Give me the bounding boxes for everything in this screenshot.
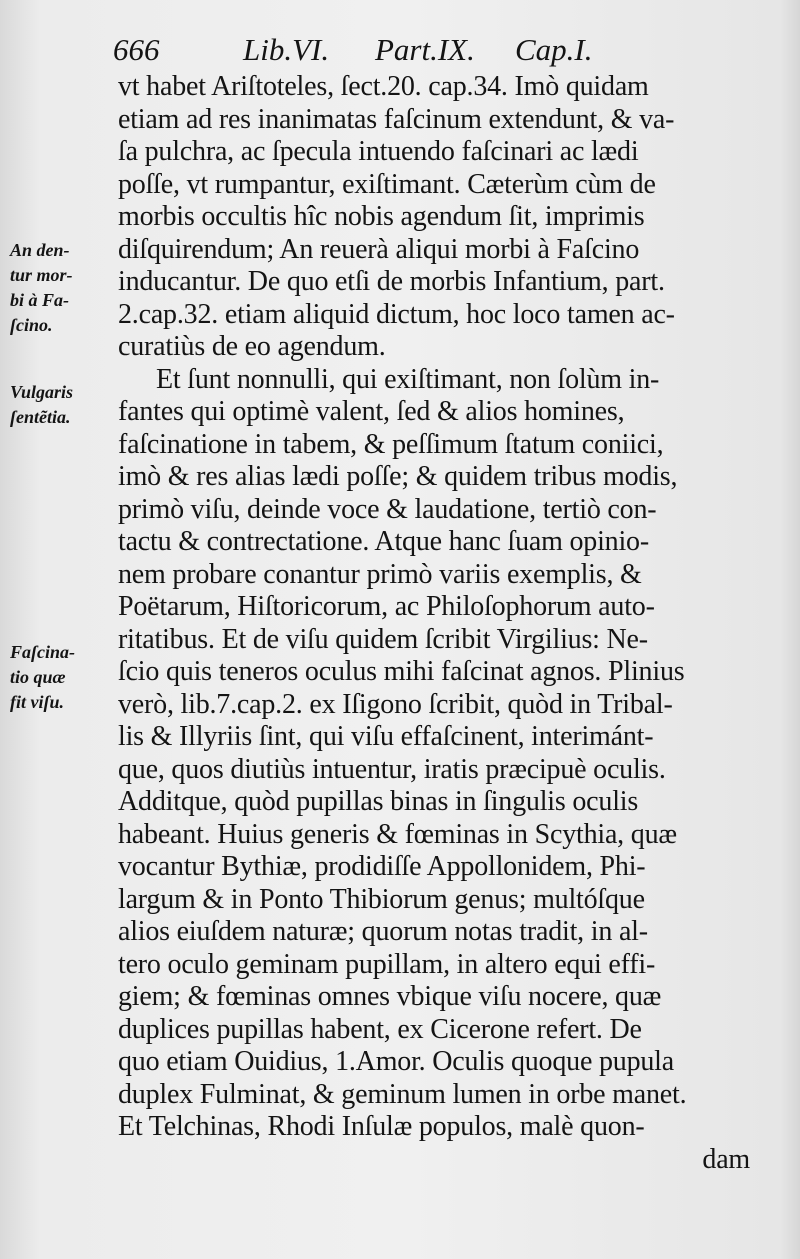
text-line: Additque, quòd pupillas binas in ſingulis oculis (118, 786, 639, 817)
text-line: verò, lib.7.cap.2. ex Iſigono ſcribit, quòd in Tribal- (118, 688, 673, 720)
page-number: 666 (113, 32, 160, 67)
text-line: ritatibus. Et de viſu quidem ſcribit Virgilius: Ne- (118, 623, 648, 655)
text-line: alios eiuſdem naturæ; quorum notas tradit, in al- (118, 916, 648, 947)
text-line: tero oculo geminam pupillam, in altero equi effi- (118, 948, 656, 980)
margin-note-line: tio quæ (10, 667, 66, 687)
margin-note-an-dentur (10, 238, 110, 338)
text-line: tactu & contrectatione. Atque hanc ſuam opinio- (118, 526, 649, 557)
text-line: vocantur Bythiæ, prodidiſſe Appollonidem, Phi- (118, 851, 646, 882)
margin-note-line: Vulgaris (10, 382, 74, 402)
header-pars: Part.IX. (375, 32, 475, 67)
margin-note-line: ſentẽtia. (10, 407, 71, 427)
header-caput: Cap.I. (515, 32, 593, 67)
margin-note-fascinatio (10, 640, 110, 715)
text-line: giem; & fœminas omnes vbique viſu nocere, quæ (118, 981, 662, 1012)
text-line: Et Telchinas, Rhodi Inſulæ populos, malè quon- (118, 1111, 645, 1142)
margin-note-line: tur mor- (10, 265, 73, 285)
margin-note-line: Faſcina- (10, 642, 75, 662)
text-line: duplices pupillas habent, ex Cicerone refert. De (118, 1013, 642, 1045)
margin-note-vulgaris (10, 380, 110, 430)
text-line: 2.cap.32. etiam aliquid dictum, hoc loco tamen ac- (118, 298, 675, 330)
text-line: diſquirendum; An reuerà aliqui morbi à Faſcino (118, 233, 640, 265)
text-line: faſcinatione in tabem, & peſſimum ſtatum coniici, (118, 428, 664, 460)
text-line: curatiùs de eo agendum. (118, 331, 386, 362)
running-header (113, 30, 673, 70)
text-line: morbis occultis hîc nobis agendum ſit, imprimis (118, 201, 645, 232)
body-text (118, 71, 758, 1176)
text-line: ſa pulchra, ac ſpecula intuendo faſcinari ac lædi (118, 136, 639, 167)
text-line: Poëtarum, Hiſtoricorum, ac Philoſophorum auto- (118, 591, 655, 622)
text-line: imò & res alias lædi poſſe; & quidem tribus modis, (118, 461, 678, 492)
margin-note-line: ſcino. (10, 315, 53, 335)
text-line: largum & in Ponto Thibiorum genus; multóſque (118, 883, 645, 915)
text-line: lis & Illyriis ſint, qui viſu effaſcinent, interimánt- (118, 721, 654, 752)
text-line: quo etiam Ouidius, 1.Amor. Oculis quoque pupula (118, 1046, 674, 1077)
text-line: Et ſunt nonnulli, qui exiſtimant, non ſolùm in- (156, 363, 660, 395)
text-line: ſcio quis teneros oculus mihi faſcinat agnos. Plinius (118, 656, 685, 687)
catchword: dam (702, 1143, 750, 1175)
text-line: que, quos diutiùs intuentur, iratis præcipuè oculis. (118, 753, 666, 785)
text-line: nem probare conantur primò variis exemplis, & (118, 558, 642, 590)
text-line: etiam ad res inanimatas faſcinum extendunt, & va- (118, 103, 675, 135)
text-line: vt habet Ariſtoteles, ſect.20. cap.34. Imò quidam (118, 71, 649, 102)
margin-note-line: bi à Fa- (10, 290, 70, 310)
text-line: inducantur. De quo etſi de morbis Infantium, part. (118, 266, 665, 297)
header-liber: Lib.VI. (243, 32, 330, 67)
margin-note-line: An den- (10, 240, 70, 260)
text-line: fantes qui optimè valent, ſed & alios homines, (118, 396, 625, 427)
text-line: habeant. Huius generis & fœminas in Scythia, quæ (118, 818, 677, 850)
text-line: poſſe, vt rumpantur, exiſtimant. Cæterùm cùm de (118, 168, 656, 200)
text-line: duplex Fulminat, & geminum lumen in orbe manet. (118, 1078, 687, 1110)
text-line: primò viſu, deinde voce & laudatione, tertiò con- (118, 493, 657, 525)
margin-note-line: fit viſu. (10, 692, 64, 712)
